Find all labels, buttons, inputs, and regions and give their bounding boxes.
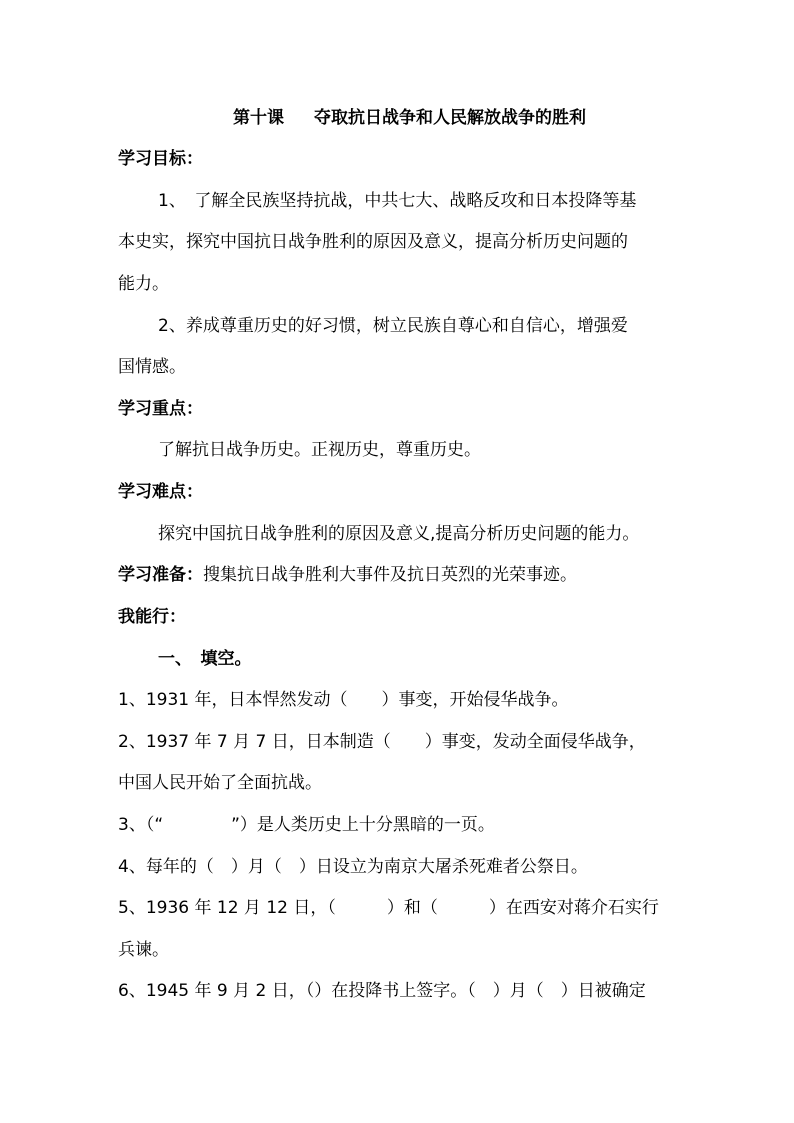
question-5-line-1: 5、1936 年 12 月 12 日，（ ）和（ ）在西安对蒋介石实行 bbox=[118, 898, 659, 918]
objectives-heading: 学习目标： bbox=[118, 149, 203, 169]
question-2-line-2: 中国人民开始了全面抗战。 bbox=[118, 773, 322, 793]
key-points-heading: 学习重点： bbox=[118, 399, 203, 419]
objective-2-line-2: 国情感。 bbox=[118, 357, 186, 377]
objective-2-line-1: 2、养成尊重历史的好习惯，树立民族自尊心和自信心，增强爱 bbox=[158, 316, 628, 336]
question-6-line-1: 6、1945 年 9 月 2 日，（）在投降书上签字。（ ）月（ ）日被确定 bbox=[118, 981, 646, 1001]
lesson-number: 第十课 bbox=[233, 108, 284, 128]
key-points-text: 了解抗日战争历史。正视历史，尊重历史。 bbox=[158, 440, 481, 460]
question-1: 1、1931 年，日本悍然发动（ ）事变，开始侵华战争。 bbox=[118, 690, 569, 710]
page-title bbox=[233, 106, 586, 130]
question-3: 3、（“ ”）是人类历史上十分黑暗的一页。 bbox=[118, 815, 495, 835]
difficulties-text: 探究中国抗日战争胜利的原因及意义,提高分析历史问题的能力。 bbox=[158, 524, 640, 544]
question-4: 4、每年的（ ）月（ ）日设立为南京大屠杀死难者公祭日。 bbox=[118, 857, 588, 877]
preparation-text: 搜集抗日战争胜利大事件及抗日英烈的光荣事迹。 bbox=[203, 565, 577, 585]
practice-heading: 我能行： bbox=[118, 607, 186, 627]
preparation-line bbox=[118, 563, 577, 587]
objective-1-line-1: 1、 了解全民族坚持抗战，中共七大、战略反攻和日本投降等基 bbox=[158, 191, 637, 211]
difficulties-heading: 学习难点： bbox=[118, 482, 203, 502]
objective-1-line-2: 本史实，探究中国抗日战争胜利的原因及意义，提高分析历史问题的 bbox=[118, 232, 628, 252]
lesson-name: 夺取抗日战争和人民解放战争的胜利 bbox=[314, 108, 586, 128]
preparation-heading: 学习准备： bbox=[118, 565, 203, 585]
objective-1-line-3: 能力。 bbox=[118, 274, 169, 294]
question-5-line-2: 兵谏。 bbox=[118, 940, 169, 960]
fill-in-section-title: 一、 填空。 bbox=[158, 649, 252, 669]
question-2-line-1: 2、1937 年 7 月 7 日，日本制造（ ）事变，发动全面侵华战争， bbox=[118, 732, 646, 752]
